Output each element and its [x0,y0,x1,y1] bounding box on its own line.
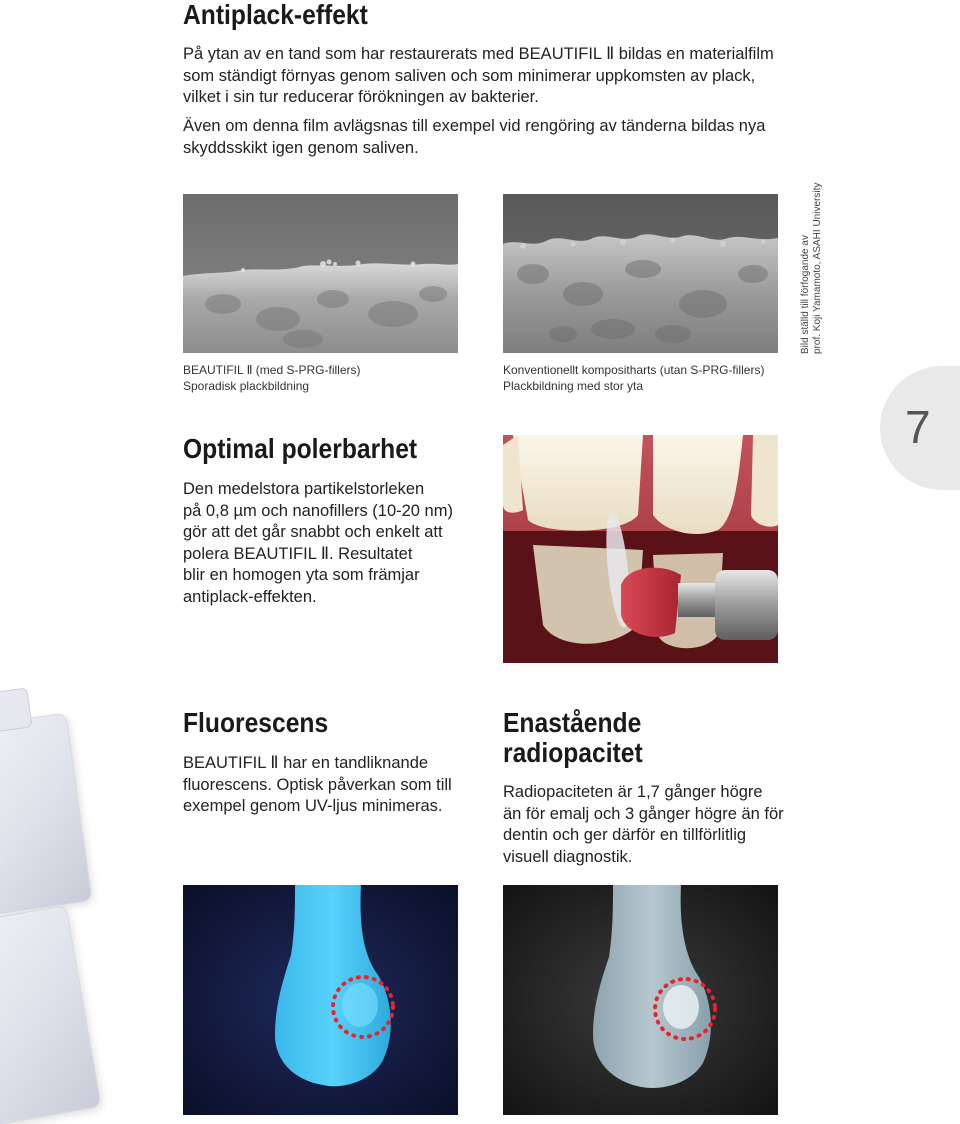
antiplack-title: Antiplack-effekt [183,0,368,30]
antiplack-paragraph-2 [183,116,823,159]
text-line: vilket i sin tur reducerar förökningen av bakterier. [183,88,539,106]
credit-line: prof. Koji Yamamoto, ASAHI University [812,182,823,354]
text-line: BEAUTIFIL Ⅱ har en tandliknande [183,754,429,772]
text-line: På ytan av en tand som har restaurerats med BEAUTIFIL Ⅱ bildas en materialfilm [183,45,774,63]
fluorescens-paragraph [183,753,483,818]
text-line: fluorescens. Optisk påverkan som till [183,775,452,794]
text-line: visuell diagnostik. [503,847,633,866]
text-line: polera BEAUTIFIL Ⅱ. Resultatet [183,544,413,563]
xray-photo [503,885,778,1115]
page-number: 7 [905,401,931,453]
text-line: skyddsskikt igen genom saliven. [183,138,419,157]
credit-line: Bild ställd till förfogande av [800,235,811,354]
shade-guide-card-top [0,713,93,918]
radiopacitet-paragraph [503,782,803,868]
text-line: Radiopaciteten är 1,7 gånger högre [503,783,763,801]
caption-line: BEAUTIFIL Ⅱ (med S-PRG-fillers) [183,363,361,377]
radiopacitet-title-line-1: Enastående [503,707,642,738]
text-line: på 0,8 µm och nanofillers (10-20 nm) [183,501,453,520]
text-line: som ständigt förnyas genom saliven och som minimerar uppkomsten av plack, [183,66,756,85]
sem-left-caption [183,362,458,394]
text-line: antiplack-effekten. [183,587,317,606]
text-line: dentin och ger därför en tillförlitlig [503,826,747,844]
text-line: exempel genom UV-ljus minimeras. [183,797,443,815]
text-line: blir en homogen yta som främjar [183,566,420,584]
polishing-photo [503,435,778,663]
caption-line: Konventionellt kompositharts (utan S-PRG-fillers) [503,363,765,377]
sem-image-beautifil [183,194,458,353]
image-credit [800,154,824,354]
caption-line: Sporadisk plackbildning [183,379,310,393]
caption-line: Plackbildning med stor yta [503,379,644,393]
fluorescence-photo [183,885,458,1115]
text-line: gör att det går snabbt och enkelt att [183,523,443,541]
polering-paragraph [183,479,483,608]
fluorescens-title: Fluorescens [183,707,329,738]
sem-image-conventional [503,194,778,353]
polering-title: Optimal polerbarhet [183,433,418,464]
shade-guide-card-bottom [0,905,102,1124]
sem-right-caption [503,362,803,394]
radiopacitet-title-line-2: radiopacitet [503,737,643,768]
antiplack-paragraph-1 [183,44,823,109]
shade-guide-tab [0,687,33,732]
text-line: Även om denna film avlägsnas till exempel vid rengöring av tänderna bildas nya [183,117,766,135]
text-line: än för emalj och 3 gånger högre än för [503,804,784,823]
text-line: Den medelstora partikelstorleken [183,480,425,498]
